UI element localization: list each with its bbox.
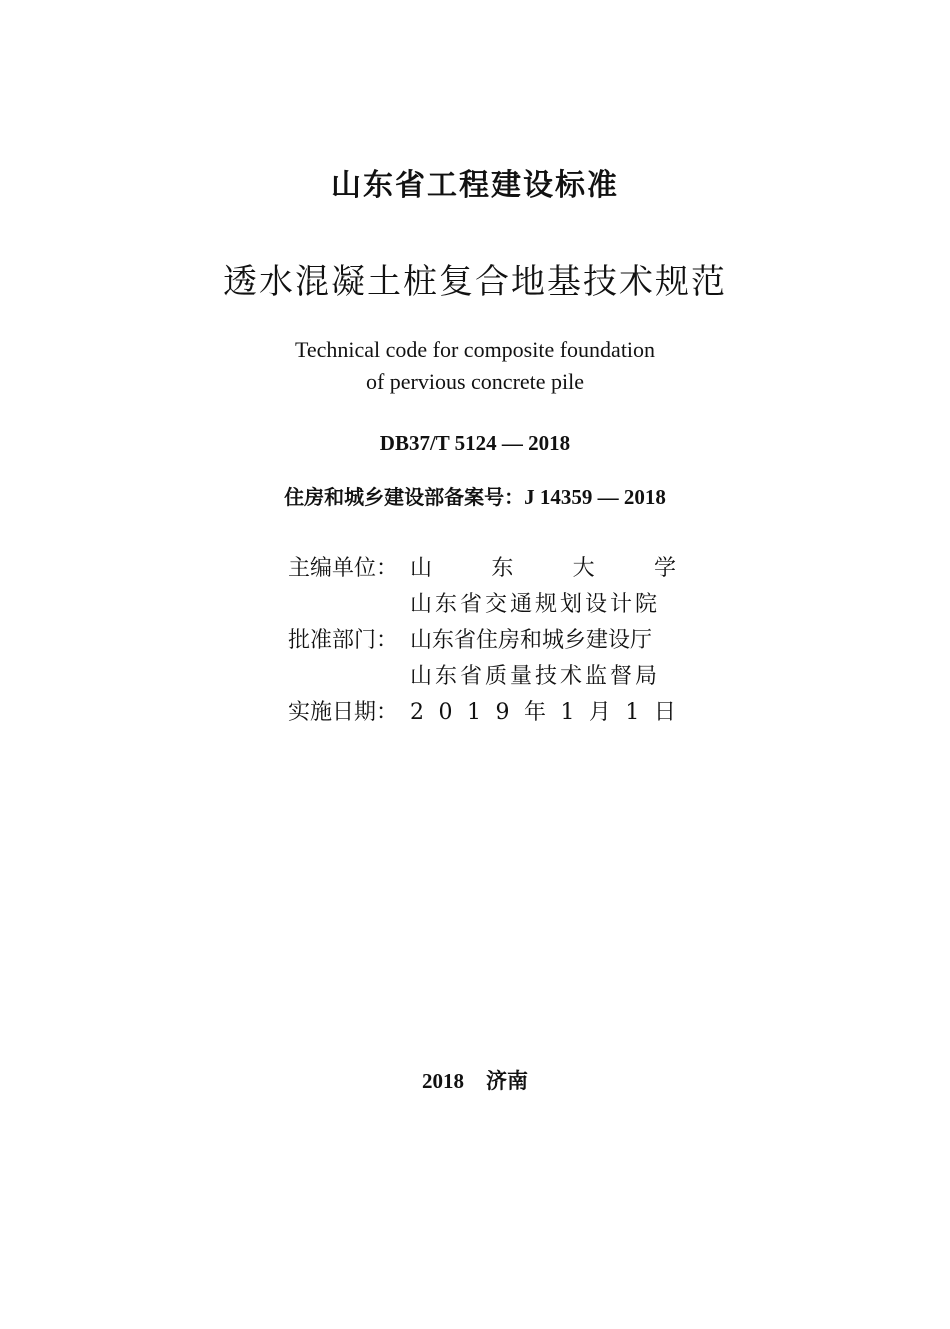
editor-1-char: 东 xyxy=(491,556,514,581)
document-title-english-line-2: of pervious concrete pile xyxy=(365,369,585,394)
date-char: 月 xyxy=(588,700,611,725)
publication-info xyxy=(288,551,676,731)
document-title-english-line-1: Technical code for composite foundation xyxy=(294,337,656,362)
date-row xyxy=(288,695,676,731)
approver-name-2: 山东省质量技术监督局 xyxy=(410,664,661,689)
date-char: 日 xyxy=(653,700,676,725)
publication-city: 济南 xyxy=(486,1069,528,1093)
date-label: 实施日期： xyxy=(288,700,399,725)
date-char: 1 xyxy=(466,700,481,725)
series-heading: 山东省工程建设标准 xyxy=(331,168,619,203)
editor-1-char: 山 xyxy=(410,556,433,581)
approver-row-2 xyxy=(288,659,676,695)
record-number-line xyxy=(0,482,950,512)
standard-number: DB37/T 5124 — 2018 xyxy=(379,431,571,455)
approver-label: 批准部门： xyxy=(288,628,399,653)
editor-1-char: 学 xyxy=(653,556,676,581)
date-char: 2 xyxy=(410,700,424,725)
approver-name-1: 山东省住房和城乡建设厅 xyxy=(410,628,653,653)
date-char: 0 xyxy=(438,700,453,725)
editor-row xyxy=(288,551,676,587)
date-char: 年 xyxy=(523,700,546,725)
editor-label: 主编单位： xyxy=(288,556,399,581)
date-char: 1 xyxy=(625,700,640,725)
editor-name-2: 山东省交通规划设计院 xyxy=(410,592,661,617)
editor-1-char: 大 xyxy=(572,556,595,581)
effective-date xyxy=(410,695,676,731)
editor-row-2 xyxy=(288,587,676,623)
editor-name-1 xyxy=(410,551,676,587)
date-char: 9 xyxy=(495,700,510,725)
record-number: J 14359 — 2018 xyxy=(524,485,666,509)
date-char: 1 xyxy=(560,700,575,725)
approver-row xyxy=(288,623,676,659)
document-title-chinese: 透水混凝土桩复合地基技术规范 xyxy=(223,262,727,302)
record-label: 住房和城乡建设部备案号： xyxy=(284,485,525,509)
publication-year: 2018 xyxy=(422,1069,464,1093)
publication-footer xyxy=(0,1066,950,1096)
